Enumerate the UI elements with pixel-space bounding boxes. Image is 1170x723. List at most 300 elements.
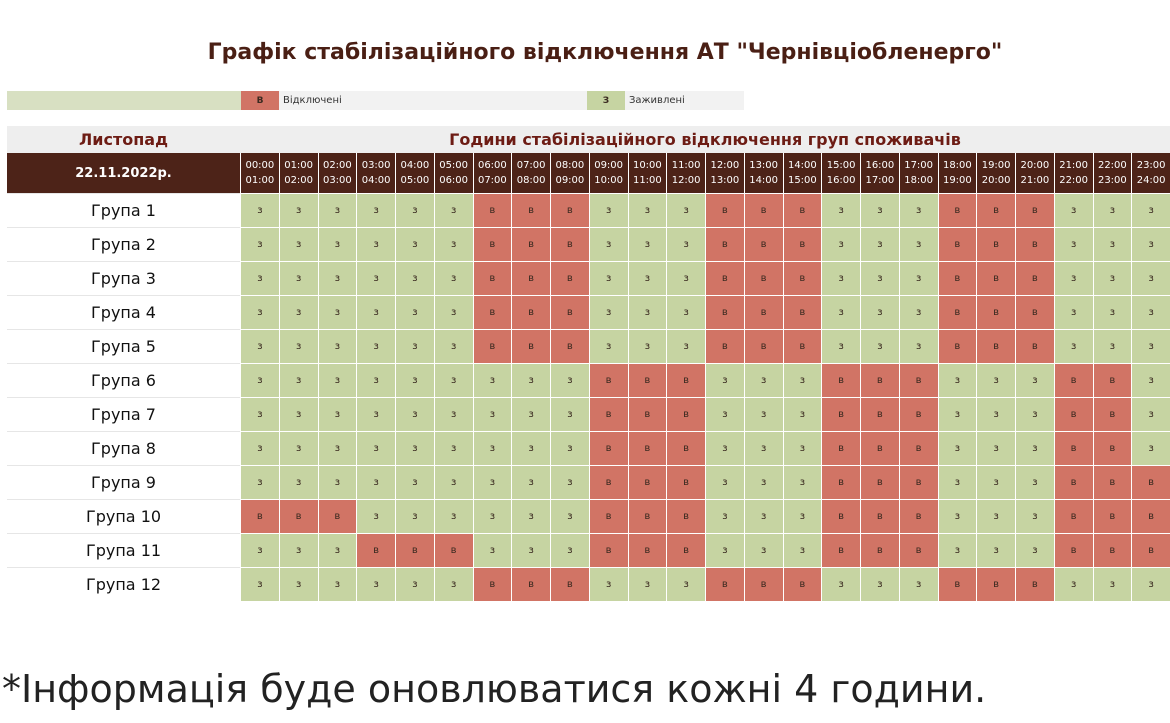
hour-from: 19:00: [981, 160, 1011, 171]
slot-on-cell: з: [473, 397, 512, 431]
slot-off-cell: в: [744, 329, 783, 363]
slot-on-cell: з: [628, 295, 667, 329]
group-label: Група 6: [7, 363, 240, 397]
slot-on-cell: з: [550, 465, 589, 499]
hour-header-cell: [240, 153, 279, 193]
slot-off-cell: в: [589, 499, 628, 533]
slot-off-cell: в: [821, 499, 860, 533]
hour-from: 06:00: [477, 160, 507, 171]
slot-on-cell: з: [1131, 397, 1170, 431]
hour-to: 24:00: [1136, 175, 1166, 186]
hour-to: 16:00: [826, 175, 856, 186]
hour-header-cell: [1054, 153, 1093, 193]
slot-off-cell: в: [744, 567, 783, 601]
hour-header-cell: [589, 153, 628, 193]
hour-to: 19:00: [942, 175, 972, 186]
slot-on-cell: з: [705, 499, 744, 533]
slot-on-cell: з: [1131, 193, 1170, 227]
slot-on-cell: з: [744, 465, 783, 499]
hour-to: 22:00: [1059, 175, 1089, 186]
slot-on-cell: з: [395, 431, 434, 465]
slot-on-cell: з: [279, 261, 318, 295]
slot-off-cell: в: [240, 499, 279, 533]
slot-on-cell: з: [821, 567, 860, 601]
hour-to: 18:00: [904, 175, 934, 186]
slot-on-cell: з: [511, 533, 550, 567]
slot-on-cell: з: [1131, 261, 1170, 295]
slot-off-cell: в: [976, 329, 1015, 363]
slot-on-cell: з: [550, 533, 589, 567]
slot-off-cell: в: [821, 397, 860, 431]
slot-off-cell: в: [1015, 329, 1054, 363]
slot-on-cell: з: [434, 227, 473, 261]
hour-to: 17:00: [865, 175, 895, 186]
slot-off-cell: в: [434, 533, 473, 567]
slot-on-cell: з: [473, 431, 512, 465]
slot-on-cell: з: [395, 499, 434, 533]
slot-on-cell: з: [434, 261, 473, 295]
slot-on-cell: з: [705, 397, 744, 431]
slot-on-cell: з: [473, 499, 512, 533]
hour-header-cell: [434, 153, 473, 193]
hour-to: 06:00: [439, 175, 469, 186]
hour-to: 08:00: [516, 175, 546, 186]
slot-on-cell: з: [705, 465, 744, 499]
slot-off-cell: в: [860, 465, 899, 499]
slot-on-cell: з: [1015, 465, 1054, 499]
slot-on-cell: з: [511, 465, 550, 499]
slot-off-cell: в: [1054, 533, 1093, 567]
slot-off-cell: в: [821, 431, 860, 465]
slot-on-cell: з: [821, 193, 860, 227]
slot-on-cell: з: [511, 431, 550, 465]
slot-on-cell: з: [1015, 499, 1054, 533]
hour-from: 21:00: [1059, 160, 1089, 171]
slot-on-cell: з: [628, 227, 667, 261]
slot-on-cell: з: [395, 193, 434, 227]
slot-on-cell: з: [938, 431, 977, 465]
slot-off-cell: в: [628, 431, 667, 465]
slot-on-cell: з: [628, 329, 667, 363]
slot-on-cell: з: [318, 431, 357, 465]
hour-header-cell: [666, 153, 705, 193]
group-label: Група 8: [7, 431, 240, 465]
slot-off-cell: в: [860, 363, 899, 397]
page-title: Графік стабілізаційного відключення АТ "Чернівціобленерго": [207, 40, 1003, 65]
schedule-table: [7, 126, 1170, 601]
hour-from: 15:00: [826, 160, 856, 171]
slot-off-cell: в: [628, 397, 667, 431]
slot-on-cell: з: [473, 533, 512, 567]
slot-off-cell: в: [511, 567, 550, 601]
slot-on-cell: з: [434, 499, 473, 533]
slot-on-cell: з: [821, 295, 860, 329]
slot-on-cell: з: [1015, 363, 1054, 397]
hour-to: 10:00: [594, 175, 624, 186]
slot-on-cell: з: [395, 397, 434, 431]
slot-off-cell: в: [705, 227, 744, 261]
hour-from: 23:00: [1136, 160, 1166, 171]
slot-off-cell: в: [860, 499, 899, 533]
slot-on-cell: з: [511, 397, 550, 431]
slot-on-cell: з: [434, 465, 473, 499]
slot-off-cell: в: [1093, 363, 1132, 397]
slot-on-cell: з: [240, 431, 279, 465]
hour-from: 14:00: [787, 160, 817, 171]
slot-on-cell: з: [589, 295, 628, 329]
slot-off-cell: в: [899, 465, 938, 499]
slot-off-cell: в: [938, 329, 977, 363]
slot-on-cell: з: [589, 329, 628, 363]
slot-on-cell: з: [976, 431, 1015, 465]
slot-on-cell: з: [279, 363, 318, 397]
slot-off-cell: в: [938, 227, 977, 261]
slot-on-cell: з: [279, 465, 318, 499]
slot-on-cell: з: [899, 329, 938, 363]
hour-to: 05:00: [400, 175, 430, 186]
slot-on-cell: з: [240, 329, 279, 363]
slot-on-cell: з: [1093, 567, 1132, 601]
hour-to: 09:00: [555, 175, 585, 186]
slot-on-cell: з: [395, 465, 434, 499]
slot-on-cell: з: [395, 567, 434, 601]
slot-on-cell: з: [318, 295, 357, 329]
slot-off-cell: в: [550, 567, 589, 601]
slot-on-cell: з: [434, 431, 473, 465]
slot-on-cell: з: [860, 227, 899, 261]
slot-on-cell: з: [511, 499, 550, 533]
slot-on-cell: з: [628, 567, 667, 601]
slot-off-cell: в: [589, 397, 628, 431]
slot-on-cell: з: [240, 533, 279, 567]
slot-on-cell: з: [279, 329, 318, 363]
hour-header-cell: [550, 153, 589, 193]
hour-from: 18:00: [942, 160, 972, 171]
slot-on-cell: з: [1093, 227, 1132, 261]
slot-off-cell: в: [783, 193, 822, 227]
hour-to: 21:00: [1020, 175, 1050, 186]
slot-off-cell: в: [1093, 533, 1132, 567]
slot-on-cell: з: [1131, 329, 1170, 363]
slot-off-cell: в: [744, 227, 783, 261]
slot-on-cell: з: [899, 567, 938, 601]
hour-from: 05:00: [439, 160, 469, 171]
slot-off-cell: в: [1015, 567, 1054, 601]
hour-header-cell: [938, 153, 977, 193]
slot-off-cell: в: [899, 431, 938, 465]
slot-on-cell: з: [860, 193, 899, 227]
hour-to: 13:00: [710, 175, 740, 186]
slot-on-cell: з: [318, 227, 357, 261]
slot-off-cell: в: [705, 261, 744, 295]
legend-off-swatch: В: [241, 91, 279, 110]
slot-on-cell: з: [860, 567, 899, 601]
hour-to: 07:00: [477, 175, 507, 186]
hour-header-cell: [318, 153, 357, 193]
group-label: Група 9: [7, 465, 240, 499]
slot-on-cell: з: [279, 567, 318, 601]
slot-off-cell: в: [511, 261, 550, 295]
month-header: Листопад: [7, 126, 240, 153]
legend-on-swatch: З: [587, 91, 625, 110]
slot-off-cell: в: [550, 295, 589, 329]
slot-off-cell: в: [744, 193, 783, 227]
slot-off-cell: в: [860, 533, 899, 567]
slot-off-cell: в: [628, 465, 667, 499]
slot-on-cell: з: [434, 363, 473, 397]
slot-on-cell: з: [1054, 193, 1093, 227]
slot-on-cell: з: [783, 465, 822, 499]
slot-off-cell: в: [821, 363, 860, 397]
slot-on-cell: з: [976, 363, 1015, 397]
slot-off-cell: в: [628, 533, 667, 567]
slot-off-cell: в: [550, 193, 589, 227]
slot-on-cell: з: [1131, 431, 1170, 465]
slot-off-cell: в: [783, 261, 822, 295]
slot-on-cell: з: [628, 193, 667, 227]
slot-on-cell: з: [356, 295, 395, 329]
hour-from: 17:00: [904, 160, 934, 171]
slot-off-cell: в: [744, 261, 783, 295]
slot-off-cell: в: [976, 193, 1015, 227]
hour-from: 07:00: [516, 160, 546, 171]
slot-off-cell: в: [1015, 261, 1054, 295]
slot-off-cell: в: [1054, 465, 1093, 499]
slot-off-cell: в: [589, 431, 628, 465]
slot-off-cell: в: [860, 431, 899, 465]
slot-on-cell: з: [1093, 295, 1132, 329]
slot-on-cell: з: [589, 227, 628, 261]
slot-on-cell: з: [705, 363, 744, 397]
hour-to: 15:00: [787, 175, 817, 186]
hour-from: 08:00: [555, 160, 585, 171]
slot-on-cell: з: [666, 227, 705, 261]
slot-off-cell: в: [550, 329, 589, 363]
slot-on-cell: з: [1131, 227, 1170, 261]
slot-off-cell: в: [783, 567, 822, 601]
slot-off-cell: в: [976, 567, 1015, 601]
legend-bar-left: [7, 91, 241, 110]
slot-off-cell: в: [899, 363, 938, 397]
slot-on-cell: з: [938, 397, 977, 431]
hour-to: 01:00: [245, 175, 275, 186]
slot-off-cell: в: [666, 431, 705, 465]
hour-from: 01:00: [284, 160, 314, 171]
hour-header-cell: [1015, 153, 1054, 193]
slot-on-cell: з: [899, 193, 938, 227]
slot-off-cell: в: [473, 261, 512, 295]
group-label: Група 12: [7, 567, 240, 601]
hour-header-cell: [1131, 153, 1170, 193]
slot-on-cell: з: [395, 295, 434, 329]
group-label: Група 11: [7, 533, 240, 567]
hour-header-cell: [279, 153, 318, 193]
hour-header-cell: [511, 153, 550, 193]
slot-on-cell: з: [860, 329, 899, 363]
date-cell: 22.11.2022р.: [7, 153, 240, 193]
slot-off-cell: в: [1131, 499, 1170, 533]
hour-header-cell: [976, 153, 1015, 193]
slot-off-cell: в: [666, 465, 705, 499]
slot-on-cell: з: [240, 567, 279, 601]
slot-off-cell: в: [628, 363, 667, 397]
slot-on-cell: з: [1054, 261, 1093, 295]
slot-off-cell: в: [899, 397, 938, 431]
slot-on-cell: з: [666, 329, 705, 363]
group-label: Група 3: [7, 261, 240, 295]
slot-on-cell: з: [589, 193, 628, 227]
slot-on-cell: з: [473, 363, 512, 397]
slot-on-cell: з: [356, 397, 395, 431]
group-label: Група 7: [7, 397, 240, 431]
slot-on-cell: з: [395, 329, 434, 363]
hour-to: 14:00: [749, 175, 779, 186]
slot-on-cell: з: [550, 431, 589, 465]
slot-on-cell: з: [666, 567, 705, 601]
slot-on-cell: з: [783, 499, 822, 533]
hour-from: 22:00: [1097, 160, 1127, 171]
hour-header-cell: [1093, 153, 1132, 193]
slot-off-cell: в: [1093, 431, 1132, 465]
slot-off-cell: в: [666, 397, 705, 431]
slot-on-cell: з: [356, 261, 395, 295]
slot-off-cell: в: [550, 261, 589, 295]
slot-on-cell: з: [356, 227, 395, 261]
slot-on-cell: з: [1015, 397, 1054, 431]
slot-off-cell: в: [473, 295, 512, 329]
slot-on-cell: з: [705, 431, 744, 465]
slot-on-cell: з: [860, 261, 899, 295]
slot-off-cell: в: [1015, 193, 1054, 227]
slot-on-cell: з: [550, 499, 589, 533]
hour-header-cell: [473, 153, 512, 193]
slot-on-cell: з: [434, 567, 473, 601]
slot-on-cell: з: [240, 193, 279, 227]
slot-off-cell: в: [1054, 363, 1093, 397]
slot-on-cell: з: [899, 295, 938, 329]
slot-off-cell: в: [589, 363, 628, 397]
slot-on-cell: з: [356, 567, 395, 601]
slot-on-cell: з: [279, 227, 318, 261]
slot-off-cell: в: [938, 193, 977, 227]
slot-on-cell: з: [356, 465, 395, 499]
hour-to: 04:00: [361, 175, 391, 186]
slot-on-cell: з: [240, 465, 279, 499]
slot-on-cell: з: [976, 499, 1015, 533]
slot-on-cell: з: [666, 261, 705, 295]
slot-on-cell: з: [318, 567, 357, 601]
slot-on-cell: з: [434, 397, 473, 431]
slot-off-cell: в: [511, 227, 550, 261]
slot-on-cell: з: [705, 533, 744, 567]
footnote: *Інформація буде оновлюватися кожні 4 години.: [2, 667, 987, 711]
slot-on-cell: з: [356, 431, 395, 465]
slot-on-cell: з: [938, 533, 977, 567]
slot-on-cell: з: [318, 533, 357, 567]
slot-on-cell: з: [356, 193, 395, 227]
slot-on-cell: з: [899, 227, 938, 261]
slot-on-cell: з: [976, 397, 1015, 431]
slot-off-cell: в: [976, 227, 1015, 261]
slot-off-cell: в: [938, 261, 977, 295]
slot-off-cell: в: [550, 227, 589, 261]
hour-from: 10:00: [632, 160, 662, 171]
slot-on-cell: з: [240, 397, 279, 431]
slot-off-cell: в: [976, 261, 1015, 295]
slot-on-cell: з: [356, 499, 395, 533]
slot-off-cell: в: [628, 499, 667, 533]
slot-on-cell: з: [434, 295, 473, 329]
hour-from: 03:00: [361, 160, 391, 171]
slot-off-cell: в: [1054, 499, 1093, 533]
group-label: Група 2: [7, 227, 240, 261]
slot-on-cell: з: [550, 397, 589, 431]
hour-to: 20:00: [981, 175, 1011, 186]
hour-from: 02:00: [322, 160, 352, 171]
slot-off-cell: в: [589, 465, 628, 499]
slot-on-cell: з: [1131, 363, 1170, 397]
hour-from: 12:00: [710, 160, 740, 171]
slot-off-cell: в: [821, 533, 860, 567]
hour-header-cell: [356, 153, 395, 193]
slot-off-cell: в: [318, 499, 357, 533]
slot-off-cell: в: [511, 295, 550, 329]
slot-on-cell: з: [783, 363, 822, 397]
hour-from: 13:00: [749, 160, 779, 171]
slot-off-cell: в: [705, 193, 744, 227]
hour-header-cell: [744, 153, 783, 193]
slot-off-cell: в: [1093, 499, 1132, 533]
slot-on-cell: з: [1131, 567, 1170, 601]
slot-off-cell: в: [666, 533, 705, 567]
slot-on-cell: з: [821, 227, 860, 261]
slot-off-cell: в: [783, 227, 822, 261]
slot-on-cell: з: [318, 397, 357, 431]
slot-on-cell: з: [318, 261, 357, 295]
slot-on-cell: з: [318, 465, 357, 499]
slot-off-cell: в: [473, 567, 512, 601]
slot-on-cell: з: [395, 261, 434, 295]
group-label: Група 1: [7, 193, 240, 227]
slot-off-cell: в: [1054, 397, 1093, 431]
slot-on-cell: з: [589, 567, 628, 601]
slot-on-cell: з: [589, 261, 628, 295]
hours-header: Години стабілізаційного відключення груп споживачів: [240, 126, 1170, 153]
slot-on-cell: з: [511, 363, 550, 397]
slot-on-cell: з: [279, 533, 318, 567]
slot-off-cell: в: [473, 329, 512, 363]
slot-off-cell: в: [1093, 465, 1132, 499]
slot-on-cell: з: [744, 533, 783, 567]
slot-off-cell: в: [395, 533, 434, 567]
slot-off-cell: в: [938, 295, 977, 329]
slot-off-cell: в: [1093, 397, 1132, 431]
hour-from: 04:00: [400, 160, 430, 171]
slot-on-cell: з: [744, 363, 783, 397]
slot-on-cell: з: [744, 499, 783, 533]
slot-on-cell: з: [240, 363, 279, 397]
slot-on-cell: з: [783, 397, 822, 431]
slot-on-cell: з: [1015, 533, 1054, 567]
hour-from: 09:00: [594, 160, 624, 171]
hour-header-cell: [628, 153, 667, 193]
slot-on-cell: з: [279, 295, 318, 329]
slot-off-cell: в: [821, 465, 860, 499]
slot-off-cell: в: [473, 227, 512, 261]
slot-on-cell: з: [434, 193, 473, 227]
slot-on-cell: з: [899, 261, 938, 295]
slot-on-cell: з: [938, 363, 977, 397]
